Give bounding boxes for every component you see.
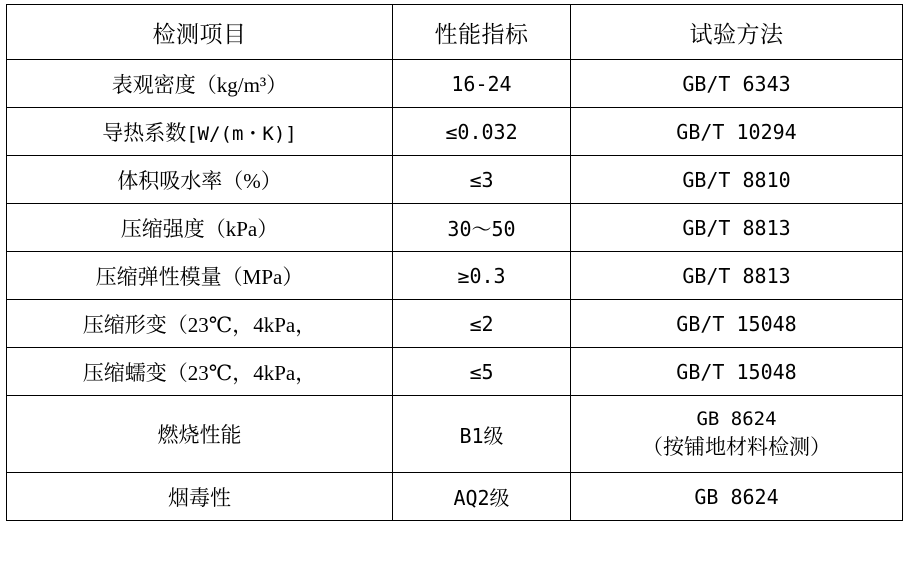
cell-performance-index: ≤5 — [393, 348, 571, 396]
table-row — [7, 252, 903, 300]
cell-performance-index: ≤0.032 — [393, 108, 571, 156]
cell-test-method: GB/T 10294 — [571, 108, 903, 156]
cell-test-method: GB/T 8810 — [571, 156, 903, 204]
cell-test-item: 体积吸水率（%） — [7, 156, 393, 204]
cell-performance-index: 16-24 — [393, 60, 571, 108]
header-test-method: 试验方法 — [571, 5, 903, 60]
table-row — [7, 108, 903, 156]
cell-test-method: GB 8624 — [571, 473, 903, 521]
cell-test-item: 燃烧性能 — [7, 396, 393, 473]
header-test-item: 检测项目 — [7, 5, 393, 60]
table-row — [7, 204, 903, 252]
cell-test-method: GB/T 15048 — [571, 300, 903, 348]
cell-test-item — [7, 108, 393, 156]
table-row — [7, 300, 903, 348]
cell-test-method — [571, 396, 903, 473]
cell-performance-index: ≥0.3 — [393, 252, 571, 300]
table-row — [7, 396, 903, 473]
cell-test-method-line1: GB 8624 — [696, 408, 777, 430]
cell-performance-index: B1级 — [393, 396, 571, 473]
specification-table — [6, 4, 903, 521]
table-row — [7, 348, 903, 396]
cell-test-item: 压缩弹性模量（MPa） — [7, 252, 393, 300]
cell-test-item: 压缩强度（kPa） — [7, 204, 393, 252]
cell-test-method-line2: （按铺地材料检测） — [642, 434, 831, 459]
cell-performance-index: ≤3 — [393, 156, 571, 204]
cell-performance-index: AQ2级 — [393, 473, 571, 521]
cell-test-method: GB/T 6343 — [571, 60, 903, 108]
cell-test-item: 压缩蠕变（23℃，4kPa， — [7, 348, 393, 396]
cell-test-item: 压缩形变（23℃，4kPa， — [7, 300, 393, 348]
table-row — [7, 473, 903, 521]
header-performance-index: 性能指标 — [393, 5, 571, 60]
cell-performance-index: 30～50 — [393, 204, 571, 252]
cell-test-item-prefix: 导热系数 — [102, 120, 187, 145]
table-header-row — [7, 5, 903, 60]
cell-performance-index: ≤2 — [393, 300, 571, 348]
cell-test-method: GB/T 8813 — [571, 204, 903, 252]
cell-test-method: GB/T 8813 — [571, 252, 903, 300]
table-row — [7, 60, 903, 108]
cell-test-item: 表观密度（kg/m³） — [7, 60, 393, 108]
cell-test-item: 烟毒性 — [7, 473, 393, 521]
table-row — [7, 156, 903, 204]
cell-test-item-unit: [W/(m・K)] — [186, 122, 297, 145]
cell-test-method: GB/T 15048 — [571, 348, 903, 396]
